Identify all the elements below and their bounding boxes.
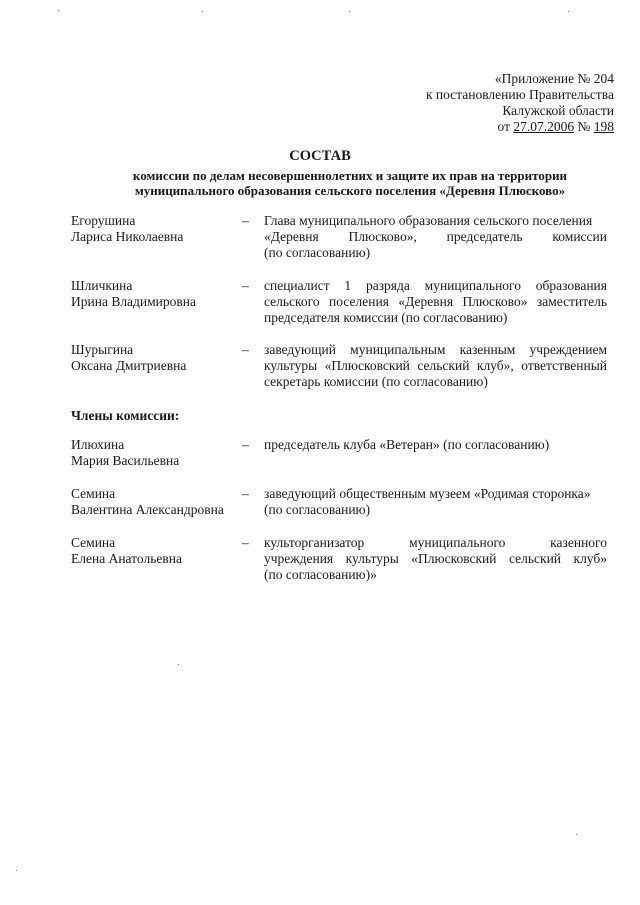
date-prefix: от bbox=[497, 119, 514, 134]
person-name bbox=[71, 342, 231, 374]
person-surname: Семина bbox=[71, 486, 116, 501]
role-line: председатель клуба «Ветеран» (по согласованию) bbox=[264, 437, 550, 452]
role-line: культуры «Плюсковский сельский клуб», ответственный bbox=[264, 358, 607, 373]
role-line: сельского поселения «Деревня Плюсково» заместитель bbox=[264, 294, 607, 309]
person-name bbox=[71, 213, 231, 245]
dash-separator: – bbox=[242, 342, 249, 357]
role-line: заведующий общественным музеем «Родимая сторонка» bbox=[264, 486, 591, 501]
subtitle-line: муниципального образования сельского поселения «Деревня Плюсково» bbox=[134, 183, 566, 198]
scan-speck bbox=[58, 10, 59, 11]
person-surname: Семина bbox=[71, 535, 116, 550]
person-role bbox=[264, 437, 607, 453]
person-surname: Егорушина bbox=[71, 213, 136, 228]
dash-separator: – bbox=[242, 486, 249, 501]
number-sign: № bbox=[574, 119, 594, 134]
dash-separator: – bbox=[242, 535, 249, 550]
person-role bbox=[264, 342, 607, 390]
role-line: (по согласованию) bbox=[264, 502, 371, 517]
person-name bbox=[71, 486, 231, 518]
person-role bbox=[264, 486, 607, 518]
role-line: учреждения культуры «Плюсковский сельский клуб» bbox=[264, 551, 607, 566]
appendix-line: «Приложение № 204 bbox=[494, 71, 614, 86]
scan-speck bbox=[202, 11, 203, 12]
scan-speck bbox=[568, 11, 569, 12]
person-surname: Илюхина bbox=[71, 437, 125, 452]
document-subtitle bbox=[60, 168, 640, 198]
person-role bbox=[264, 213, 607, 261]
dash-separator: – bbox=[242, 437, 249, 452]
role-line: заведующий муниципальным казенным учреждением bbox=[264, 342, 607, 357]
scan-speck bbox=[349, 11, 350, 12]
person-given-name: Оксана Дмитриевна bbox=[71, 358, 187, 373]
person-given-name: Лариса Николаевна bbox=[71, 229, 184, 244]
scan-speck bbox=[576, 834, 577, 835]
date-line bbox=[426, 119, 614, 135]
scan-speck bbox=[16, 870, 17, 871]
role-line: «Деревня Плюсково», председатель комиссии bbox=[264, 229, 607, 244]
role-line: (по согласованию) bbox=[264, 245, 371, 260]
resolution-date: 27.07.2006 bbox=[513, 119, 575, 134]
dash-separator: – bbox=[242, 278, 249, 293]
person-surname: Шурыгина bbox=[71, 342, 134, 357]
person-surname: Шличкина bbox=[71, 278, 133, 293]
role-line: специалист 1 разряда муниципального образования bbox=[264, 278, 607, 293]
document-title: СОСТАВ bbox=[289, 148, 351, 164]
role-line: Глава муниципального образования сельского поселения bbox=[264, 213, 593, 228]
role-line: председателя комиссии (по согласованию) bbox=[264, 310, 508, 325]
role-line: (по согласованию)» bbox=[264, 567, 377, 582]
appendix-header bbox=[426, 71, 614, 135]
region-line: Калужской области bbox=[502, 103, 614, 118]
person-given-name: Елена Анатольевна bbox=[71, 551, 182, 566]
person-role bbox=[264, 278, 607, 326]
person-role bbox=[264, 535, 607, 583]
resolution-line: к постановлению Правительства bbox=[425, 87, 614, 102]
resolution-number: 198 bbox=[593, 119, 614, 134]
members-heading: Члены комиссии: bbox=[71, 408, 180, 423]
person-name bbox=[71, 278, 231, 310]
person-given-name: Мария Васильевна bbox=[71, 453, 180, 468]
role-line: культорганизатор муниципального казенного bbox=[264, 535, 607, 550]
person-name bbox=[71, 535, 231, 567]
scan-speck bbox=[178, 664, 179, 665]
role-line: секретарь комиссии (по согласованию) bbox=[264, 374, 488, 389]
subtitle-line: комиссии по делам несовершеннолетних и защите их прав на территории bbox=[132, 168, 568, 183]
dash-separator: – bbox=[242, 213, 249, 228]
person-given-name: Валентина Александровна bbox=[71, 502, 224, 517]
person-name bbox=[71, 437, 231, 469]
person-given-name: Ирина Владимировна bbox=[71, 294, 197, 309]
